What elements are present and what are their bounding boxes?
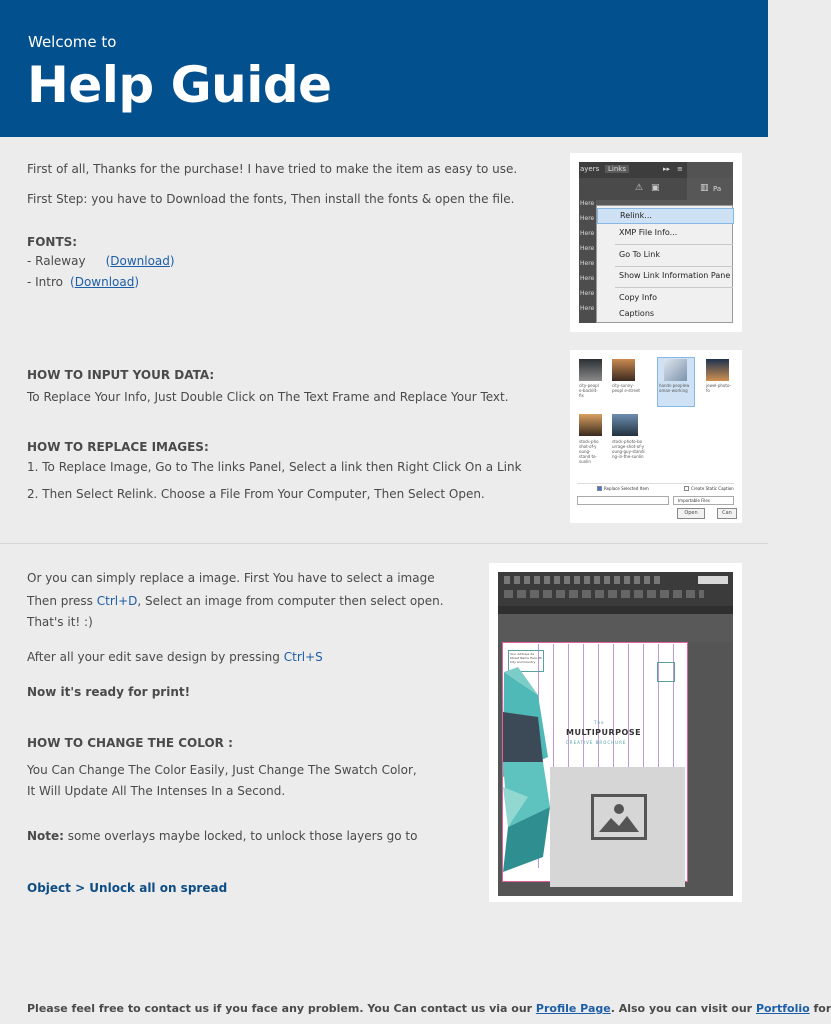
open-button[interactable]: Open (677, 508, 705, 519)
polygon-art (498, 667, 558, 887)
thumbnail-image (612, 359, 635, 381)
link-row: Here (580, 305, 595, 312)
line-text: Then press (27, 594, 97, 608)
ruler (498, 606, 733, 614)
link-row: Here (580, 260, 595, 267)
menu-item-captions[interactable]: Captions (619, 309, 655, 318)
address-line: City and Country (510, 660, 536, 664)
replace-image-line1: Or you can simply replace a image. First You have to select a image (27, 571, 435, 585)
link-row: Here (580, 290, 595, 297)
font-name: - Raleway (27, 254, 86, 268)
layout-screenshot (489, 563, 742, 902)
panel-tabbar (579, 162, 733, 178)
save-text (27, 650, 323, 664)
note-text (27, 829, 417, 843)
welcome-text: Welcome to (28, 33, 117, 51)
ready-text: Now it's ready for print! (27, 685, 191, 699)
page-icon: ▥ (700, 183, 709, 193)
link-row: Here (580, 245, 595, 252)
menu-item-copy-info[interactable]: Copy Info (619, 293, 657, 302)
thumbnail-caption: city-peopl e-backlit-fix (579, 383, 599, 398)
thumbnail-image (664, 359, 687, 381)
change-color-heading: HOW TO CHANGE THE COLOR : (27, 736, 233, 750)
brand-the: The (594, 720, 605, 725)
font-name: - Intro (27, 275, 64, 289)
static-caption-checkbox[interactable] (684, 486, 689, 491)
thumbnail-image (612, 414, 638, 436)
link-name-column (579, 200, 596, 323)
thumbnail-image (579, 414, 602, 436)
replace-images-step2: 2. Then Select Relink. Choose a File From Your Computer, Then Select Open. (27, 487, 485, 501)
line-text: After all your edit save design by pressing (27, 650, 284, 664)
menu-icon: ≡ (677, 165, 683, 173)
address-line: Your Address 2a (510, 652, 535, 656)
input-data-heading: HOW TO INPUT YOUR DATA: (27, 368, 215, 382)
line-text: . Also you can visit our (610, 1002, 756, 1015)
thumbnail-caption: jewel-photo-fo (706, 383, 731, 393)
menu-item-relink[interactable]: Relink... (597, 208, 734, 224)
link-row: Here (580, 200, 595, 207)
replace-images-heading: HOW TO REPLACE IMAGES: (27, 440, 209, 454)
link-row: Here (580, 230, 595, 237)
fonts-heading: FONTS: (27, 235, 78, 249)
thumbnail-caption: city-sunny-peopl e-street (612, 383, 640, 393)
film-icon: ▣ (651, 183, 660, 193)
thumbnail-image (706, 359, 729, 381)
image-icon (591, 794, 647, 840)
shortcut-ctrl-d: Ctrl+D (96, 594, 138, 608)
link-row: Here (580, 215, 595, 222)
links-panel-screenshot (570, 153, 742, 332)
note-label: Note: (27, 829, 64, 843)
panel-toolbar (579, 178, 733, 200)
thumbnail-image (579, 359, 602, 381)
tab-links: Links (605, 165, 629, 173)
download-link[interactable]: Download (74, 275, 135, 289)
line-text: Please feel free to contact us if you face any problem. You Can contact us via our (27, 1002, 536, 1015)
header-banner (0, 0, 768, 137)
shortcut-ctrl-s: Ctrl+S (283, 650, 323, 664)
image-placeholder (550, 767, 685, 887)
file-type-label: Importable Files (678, 498, 710, 503)
thumbnail-caption: hands-peoplew oman-working (659, 383, 690, 393)
replace-images-step1: 1. To Replace Image, Go to The links Panel, Select a link then Right Click On a Link (27, 460, 522, 474)
menu-item-show-info[interactable]: Show Link Information Pane (619, 271, 731, 280)
brand-subtitle: CREATIVE BROCHURE (566, 740, 627, 745)
thumbnail-caption: stock-pho shot-of-y oung-stand to-sunlin (579, 439, 599, 464)
cancel-button[interactable]: Can (717, 508, 737, 519)
address-line: Street Name Here 45 (510, 656, 542, 660)
tab-layers: ayers (580, 165, 600, 173)
change-color-line2: It Will Update All The Intenses In a Second. (27, 784, 286, 798)
static-caption-label: Create Static Caption (691, 486, 734, 491)
replace-selected-checkbox[interactable] (597, 486, 602, 491)
first-step-text: First Step: you have to Download the fonts, Then install the fonts & open the file. (27, 192, 515, 206)
pages-label: Pa (713, 185, 722, 193)
menu-item-go-to-link[interactable]: Go To Link (619, 250, 660, 259)
thanks-text: First of all, Thanks for the purchase! I have tried to make the item as easy to use. (27, 162, 518, 176)
thats-it-text: That's it! :) (27, 615, 93, 629)
download-link[interactable]: Download (110, 254, 170, 268)
input-data-text: To Replace Your Info, Just Double Click on The Text Frame and Replace Your Text. (27, 390, 509, 404)
thumbnail-caption: stock-photo-bo urrage-shot-of-y oung-guy-standi ng-in-the-sunlin (612, 439, 645, 459)
profile-page-link[interactable]: Profile Page (535, 1002, 611, 1015)
section-divider (0, 543, 768, 544)
chevron-right-icon: ▸▸ (663, 165, 671, 173)
font-item-raleway: - Raleway (Download) (27, 254, 175, 268)
context-menu (596, 205, 733, 323)
page-title: Help Guide (27, 56, 332, 114)
brand-title: MULTIPURPOSE (566, 728, 642, 737)
menu-item-xmp[interactable]: XMP File Info... (619, 228, 678, 237)
replace-image-line2 (27, 594, 444, 608)
footer-contact-text (27, 1002, 831, 1015)
app-toolbar (498, 572, 733, 606)
file-type-select[interactable] (673, 496, 734, 505)
change-color-line1: You Can Change The Color Easily, Just Change The Swatch Color, (27, 763, 417, 777)
line-text: for (809, 1002, 831, 1015)
file-picker-screenshot (570, 350, 742, 523)
portfolio-link[interactable]: Portfolio (755, 1002, 810, 1015)
filename-select[interactable] (577, 496, 669, 505)
replace-selected-label: Replace Selected Item (604, 486, 649, 491)
warning-icon: ⚠ (635, 183, 644, 193)
address-block (510, 652, 542, 664)
line-text: some overlays maybe locked, to unlock those layers go to (63, 829, 418, 843)
line-text: , Select an image from computer then select open. (137, 594, 444, 608)
link-row: Here (580, 275, 595, 282)
unlock-menu-path: Object > Unlock all on spread (27, 881, 228, 895)
font-item-intro: - Intro (Download) (27, 275, 140, 289)
